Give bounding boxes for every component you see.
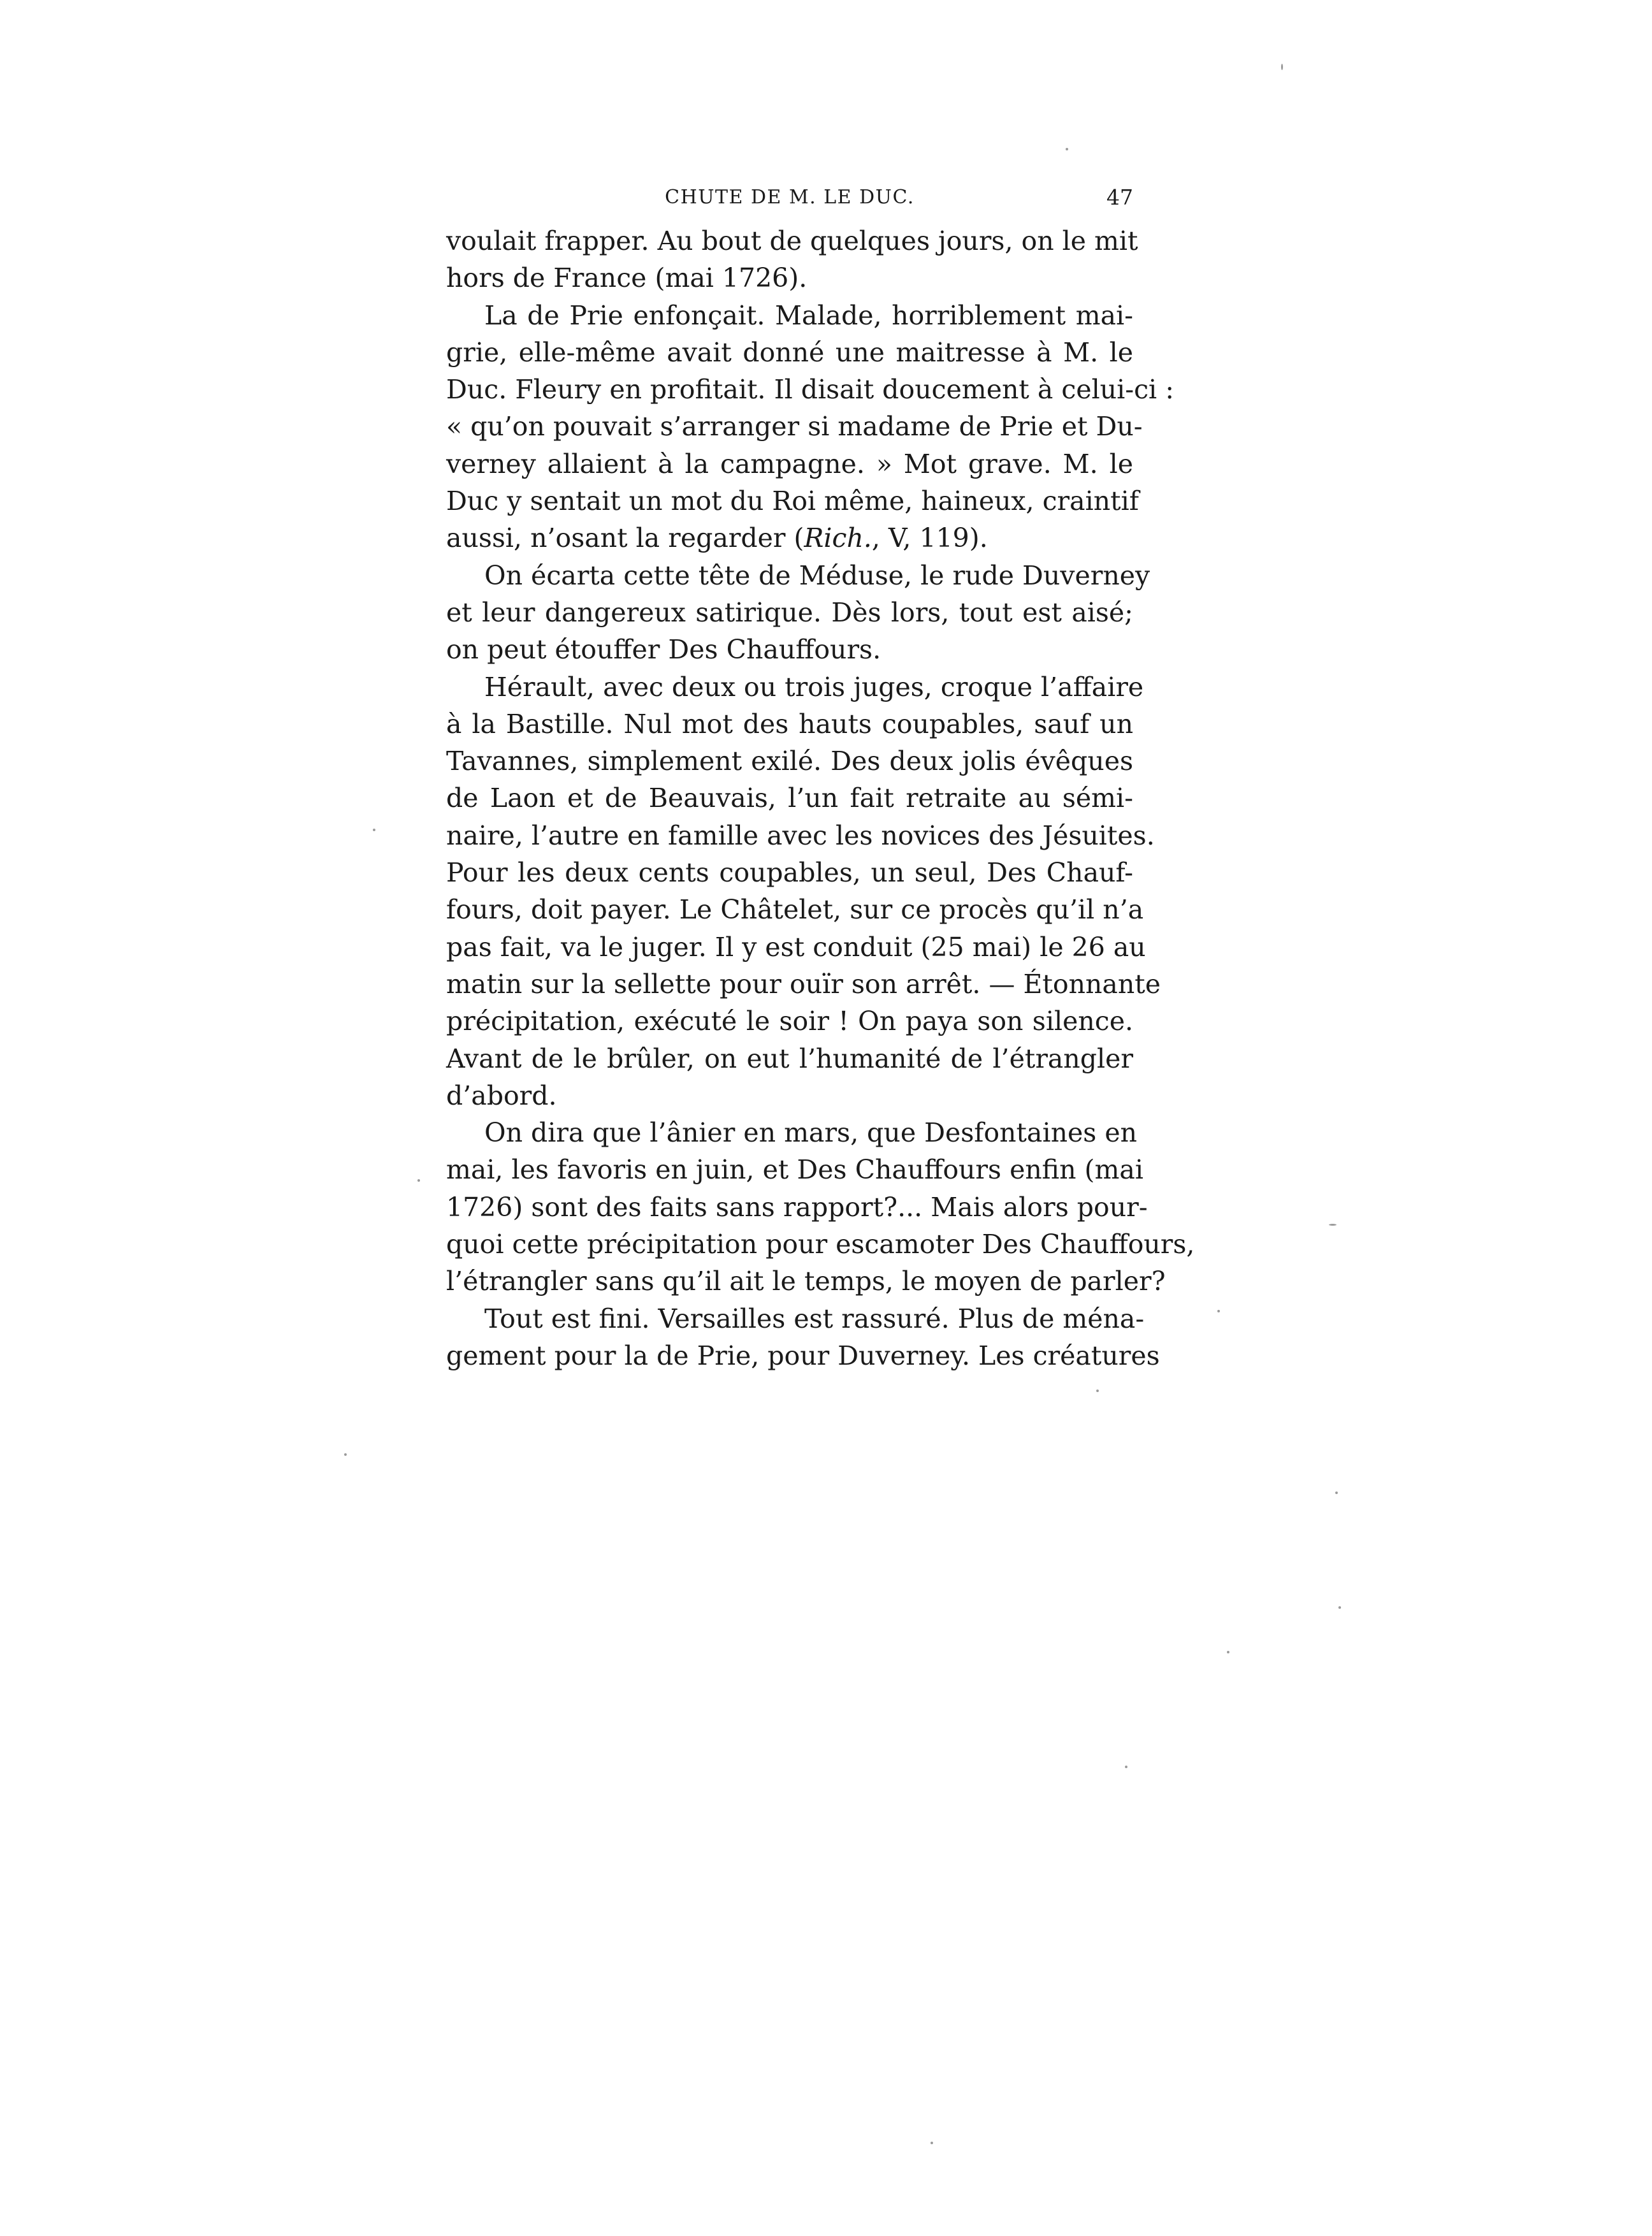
- text-line: hors de France (mai 1726).: [446, 263, 808, 294]
- text-line: précipitation, exécuté le soir ! On paya son silence.: [446, 1006, 1133, 1037]
- scan-speck: [931, 2142, 933, 2144]
- text-line: à la Bastille. Nul mot des hauts coupables, sauf un: [446, 708, 1133, 739]
- text-line: et leur dangereux satirique. Dès lors, tout est aisé;: [446, 597, 1133, 628]
- paragraph-start-line: On dira que l’ânier en mars, que Desfontaines en: [484, 1117, 1137, 1149]
- text-line: verney allaient à la campagne. » Mot grave. M. le: [446, 448, 1133, 479]
- scan-speck: [1281, 64, 1283, 70]
- scan-speck: [1227, 1651, 1229, 1653]
- text-line: Duc. Fleury en profitait. Il disait doucement à celui-ci :: [446, 374, 1175, 405]
- paragraph-start-line: On écarta cette tête de Méduse, le rude Duverney: [484, 560, 1150, 591]
- page-number: 47: [1106, 185, 1133, 210]
- scan-speck: [1096, 1390, 1099, 1392]
- text-line: mai, les favoris en juin, et Des Chauffours enfin (mai: [446, 1154, 1143, 1186]
- paragraph-start-line: Tout est fini. Versailles est rassuré. Plus de ména-: [484, 1303, 1145, 1334]
- text-line: Duc y sentait un mot du Roi même, haineux, craintif: [446, 486, 1139, 517]
- scan-speck: [373, 829, 375, 831]
- citation-italic: Rich.: [804, 523, 872, 554]
- text-line: Tavannes, simplement exilé. Des deux jolis évêques: [446, 746, 1133, 777]
- text-line: fours, doit payer. Le Châtelet, sur ce procès qu’il n’a: [446, 894, 1144, 926]
- running-head: [446, 178, 1133, 217]
- scan-speck: [1329, 1224, 1337, 1226]
- scan-speck: [344, 1453, 347, 1456]
- scan-speck: [1335, 1492, 1338, 1494]
- text-line: voulait frapper. Au bout de quelques jours, on le mit: [446, 226, 1138, 256]
- text-line: grie, elle-même avait donné une maitresse à M. le: [446, 337, 1133, 368]
- text-line: l’étrangler sans qu’il ait le temps, le moyen de parler?: [446, 1266, 1166, 1297]
- text-line: [446, 519, 1133, 556]
- text-line: naire, l’autre en famille avec les novices des Jésuites.: [446, 820, 1155, 851]
- text-fragment: , V, 119).: [871, 523, 988, 554]
- scan-speck: [1217, 1310, 1220, 1312]
- scan-speck: [1066, 148, 1068, 150]
- scan-speck: [1338, 1606, 1341, 1609]
- scan-speck: [417, 1179, 420, 1182]
- scan-speck: [1125, 1766, 1127, 1768]
- text-line: quoi cette précipitation pour escamoter Des Chauffours,: [446, 1229, 1195, 1260]
- text-line: d’abord.: [446, 1080, 557, 1111]
- paragraph-start-line: La de Prie enfonçait. Malade, horriblement mai-: [484, 300, 1133, 331]
- body-text: [446, 222, 1195, 1374]
- text-line: Avant de le brûler, on eut l’humanité de l’étrangler: [446, 1043, 1133, 1074]
- paragraph-start-line: Hérault, avec deux ou trois juges, croque l’affaire: [484, 671, 1144, 702]
- text-line: 1726) sont des faits sans rapport?... Mais alors pour-: [446, 1191, 1148, 1223]
- text-line: on peut étouffer Des Chauffours.: [446, 634, 881, 665]
- text-line: de Laon et de Beauvais, l’un fait retraite au sémi-: [446, 783, 1133, 814]
- text-line: matin sur la sellette pour ouïr son arrêt. — Étonnante: [446, 968, 1161, 999]
- text-fragment: aussi, n’osant la regarder (: [446, 523, 804, 554]
- text-line: pas fait, va le juger. Il y est conduit (25 mai) le 26 au: [446, 931, 1146, 962]
- text-line: « qu’on pouvait s’arranger si madame de Prie et Du-: [446, 411, 1143, 442]
- running-title: CHUTE DE M. LE DUC.: [665, 186, 915, 208]
- text-line: Pour les deux cents coupables, un seul, Des Chauf-: [446, 857, 1133, 889]
- text-line: gement pour la de Prie, pour Duverney. Les créatures: [446, 1340, 1160, 1371]
